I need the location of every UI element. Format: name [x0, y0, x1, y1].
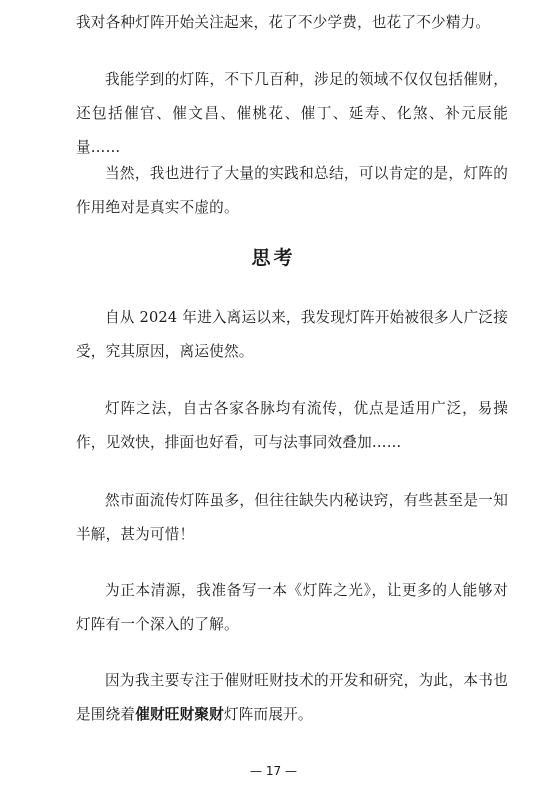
paragraph-4: 自从 2024 年进入离运以来，我发现灯阵开始被很多人广泛接受，究其原因，离运使然。: [76, 309, 508, 360]
paragraph-8-bold-text: 催财旺财聚财: [135, 706, 224, 723]
paragraph-3: 当然，我也进行了大量的实践和总结，可以肯定的是，灯阵的作用绝对是真实不虚的。: [76, 165, 508, 216]
paragraph-1: 我对各种灯阵开始关注起来，花了不少学费，也花了不少精力。: [76, 14, 491, 31]
page-number: — 17 —: [250, 764, 297, 778]
paragraph-6: 然市面流传灯阵虽多，但往往缺失内秘诀窍，有些甚至是一知半解，甚为可惜！: [76, 492, 508, 543]
paragraph-8-text-end: 灯阵而展开。: [223, 706, 313, 723]
paragraph-5: 灯阵之法，自古各家各脉均有流传，优点是适用广泛，易操作，见效快，排面也好看，可与法事同效叠加……: [76, 400, 508, 451]
paragraph-2: 我能学到的灯阵，不下几百种，涉足的领域不仅仅包括催财，还包括催官、催文昌、催桃花、催丁、延寿、化煞、补元辰能量……: [76, 71, 508, 156]
paragraph-8-text-start: 因为我主要专注于催财旺财技术的开发和研究，为此，本书也是围绕着: [76, 672, 508, 723]
paragraph-8: [76, 664, 508, 732]
paragraph-7: 为正本清源，我准备写一本《灯阵之光》，让更多的人能够对灯阵有一个深入的了解。: [76, 582, 508, 633]
section-heading: 思考: [251, 247, 296, 269]
